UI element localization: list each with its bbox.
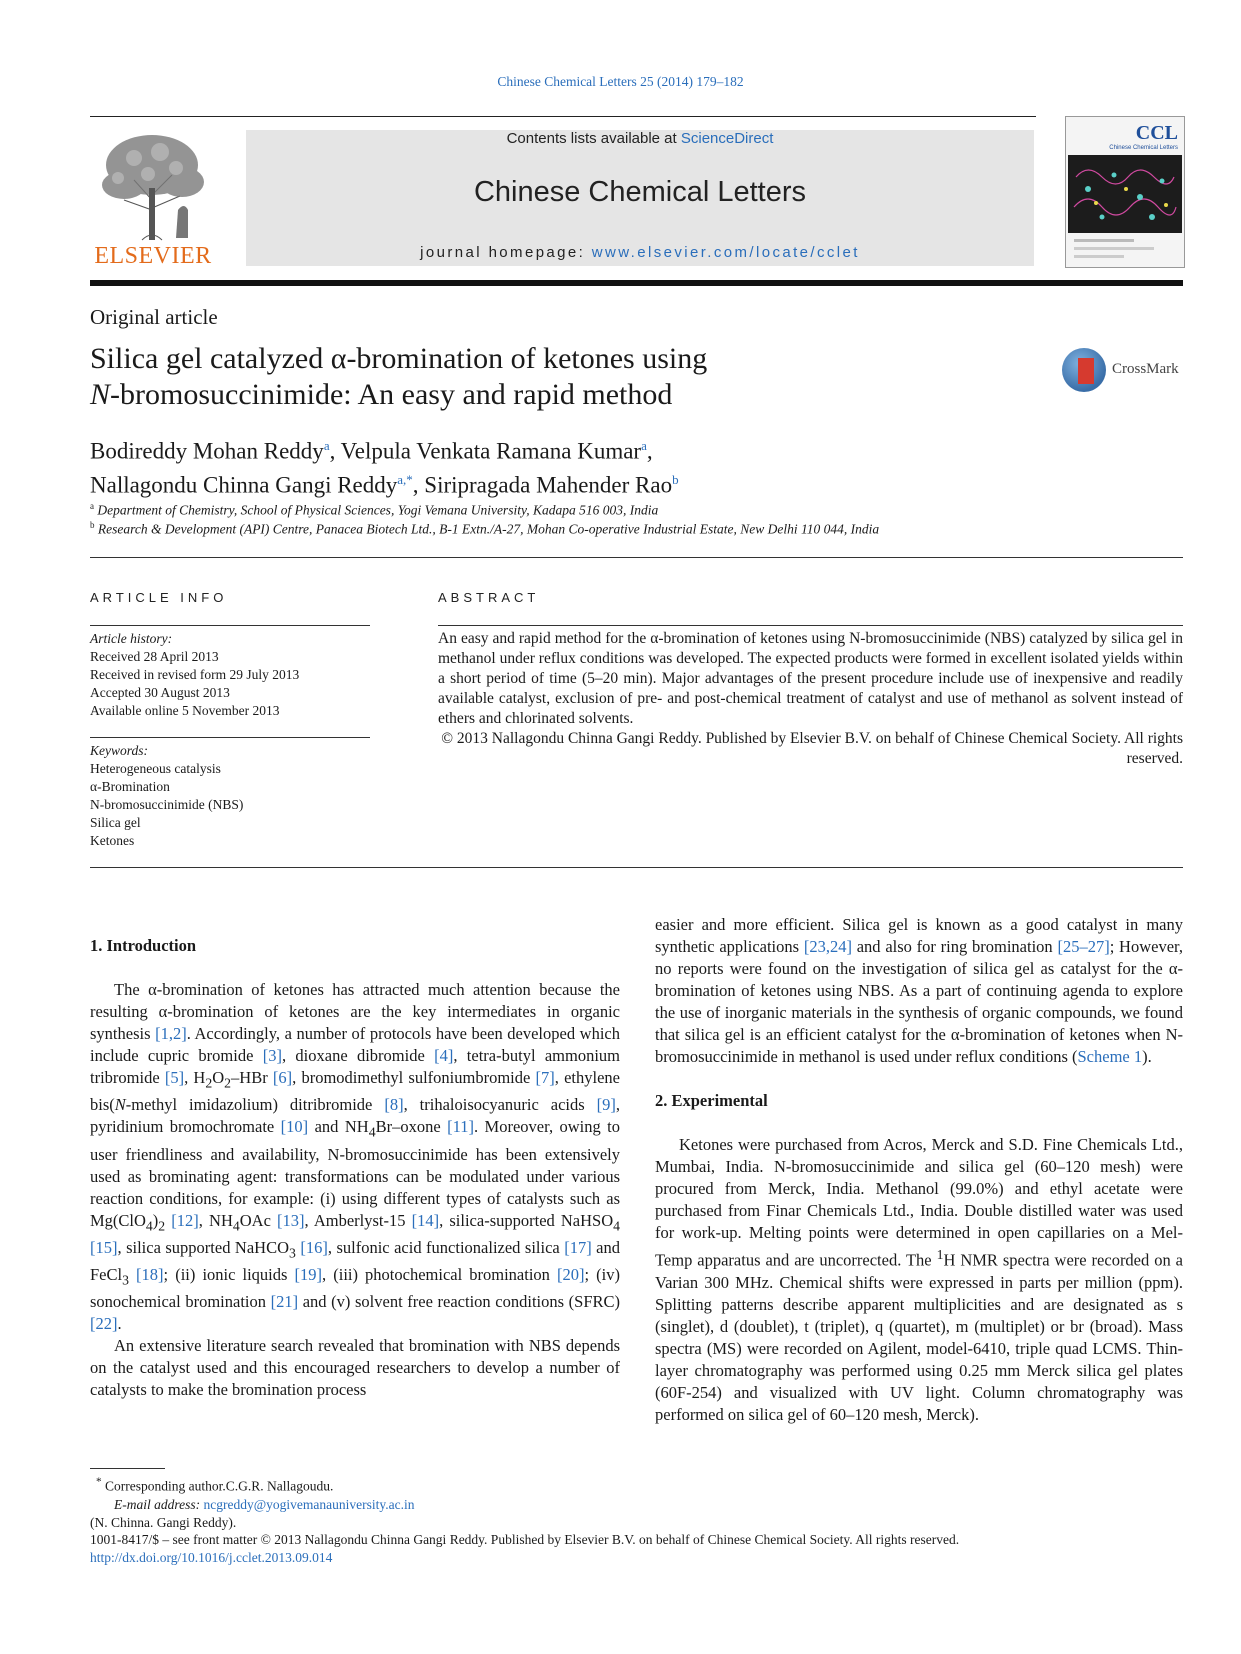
abstract-body (438, 629, 1183, 769)
citation-link[interactable]: [13] (277, 1210, 305, 1230)
publisher-logo[interactable] (90, 130, 216, 270)
citation-link[interactable]: [18] (136, 1265, 164, 1285)
citation-link[interactable]: [12] (171, 1210, 199, 1230)
citation-link[interactable]: [15] (90, 1237, 118, 1257)
keyword-item: α-Bromination (90, 779, 170, 794)
citation-link[interactable]: [21] (270, 1292, 299, 1312)
divider (438, 625, 1183, 626)
experimental-paragraph: Ketones were purchased from Acros, Merck and S.D. Fine Chemicals Ltd., Mumbai, India. N-bromosuccinimide and silica gel (60–120 mesh) were procured from Merck, India. Methanol (99.0%) and ethyl acetate were purchased from Finar Chemicals Ltd., India. Double distilled water was used for work-up. Melting points were determined in open capillaries on a Mel-Temp apparatus and are uncorrected. The $^1$H NMR spectra were recorded on a Varian 300 MHz. Chemical shifts were expressed in parts per million (ppm). Splitting patterns describe apparent multiplicities and are designated as s (singlet), d (doublet), t (triplet), q (quartet), m (multiplet) or br (broad). Mass spectra (MS) were recorded on Agilent, model-6410, triple quad LCMS. Thin-layer chromatography was performed using 0.25 mm Merck silica gel plates (60F-254) and visualized with UV light. Column chromatography was performed on silica gel of 60–120 mesh, Merck). (655, 1135, 1183, 1424)
intro-paragraph-1: The α-bromination of ketones has attracted much attention because the resulting α-bromination of ketones are the key intermediates in organic synthesis [1,2]. Accordingly, a number of protocols have been developed which include cupric bromide [3], dioxane dibromide [4], tetra-butyl ammonium tribromide [5], $H_2O_2$–HBr [6], bromodimethyl sulfoniumbromide [7], ethylene bis(N-methyl imidazolium) ditribromide [8], trihaloisocyanuric acids [9], pyridinium bromochromate [10] and $NH_4Br$–oxone [11]. Moreover, owing to user friendliness and availability, N-bromosuccinimide has been extensively used as brominating agent: transformations can be modulated under various reaction conditions, for example: (i) using different types of catalysts such as $Mg(ClO_4)_2$ [12], $NH_4OAc$ [13], Amberlyst-15 [14], silica-supported NaHSO$_4$ [15], silica supported NaHCO$_3$ [16], sulfonic acid functionalized silica [17] and FeCl$_3$ [18]; (ii) ionic liquids [19], (iii) photochemical bromination [20]; (iv) sonochemical bromination [21] and (v) solvent free reaction conditions (SFRC) [22]. (90, 980, 621, 1334)
citation-link[interactable]: [3] (262, 1046, 282, 1065)
citation-link[interactable]: [1,2] (155, 1024, 187, 1043)
affiliation-link[interactable]: b (672, 471, 679, 487)
journal-cover[interactable] (1065, 116, 1185, 268)
citation-link[interactable]: [7] (535, 1068, 555, 1087)
sciencedirect-link[interactable]: ScienceDirect (680, 130, 774, 147)
keyword-item: N-bromosuccinimide (NBS) (90, 797, 244, 812)
author-list: Bodireddy Mohan Reddy$^a$, Velpula Venkata Ramana Kumar$^a$, Nallagondu Chinna Gangi Reddy$^{a,*}$, Siripragada Mahender Rao$^b$ (90, 438, 679, 498)
history-item: Available online 5 November 2013 (90, 703, 280, 718)
keyword-item: Heterogeneous catalysis (90, 761, 221, 776)
article-history (90, 630, 370, 720)
history-item: Received in revised form 29 July 2013 (90, 667, 300, 682)
history-item: Received 28 April 2013 (90, 649, 219, 664)
journal-title: Chinese Chemical Letters (473, 176, 807, 208)
divider (90, 557, 1183, 558)
keyword-item: Ketones (90, 833, 135, 848)
author-name: , Siripragada Mahender Rao (412, 472, 673, 498)
article-info-heading: ARTICLE INFO (90, 590, 228, 605)
section-heading-experimental: 2. Experimental (655, 1091, 768, 1110)
citation-link[interactable]: [22] (90, 1314, 118, 1334)
citation-link[interactable]: [5] (164, 1068, 185, 1087)
intro-paragraph-3: easier and more efficient. Silica gel is known as a good catalyst in many synthetic applications [23,24] and also for ring bromination [25–27]; However, no reports were found on the investigation of silica gel as catalyst for the α-bromination of ketones using NBS. As a part of continuing agenda to explore the use of inorganic materials in the synthesis of organic compounds, we found that silica gel is an efficient catalyst for the α-bromination of ketones when N-bromosuccinimide in methanol is used under reflux conditions (Scheme 1). (655, 915, 1183, 1066)
citation-link[interactable]: [14] (411, 1210, 440, 1230)
article-type: Original article (90, 305, 218, 329)
running-head[interactable]: Chinese Chemical Letters 25 (2014) 179–182 (497, 74, 744, 89)
contents-line: Contents lists available at ScienceDirect (506, 130, 774, 147)
crossmark-icon (1062, 348, 1106, 392)
header-rule (90, 116, 1036, 117)
citation-link[interactable]: [4] (434, 1046, 454, 1065)
citation-link[interactable]: [25–27] (1057, 937, 1110, 956)
citation-link[interactable]: [20] (557, 1265, 585, 1285)
abstract-heading: ABSTRACT (438, 590, 540, 605)
elsevier-wordmark: ELSEVIER (94, 243, 212, 269)
affiliation-b: $^b$ Research & Development (API) Centre, Panacea Biotech Ltd., B-1 Extn./A-27, Mohan Co-operative Industrial Estate, New Delhi 110 044, India (90, 520, 880, 537)
citation-link[interactable]: [23,24] (803, 937, 852, 956)
citation-link[interactable]: [19] (294, 1265, 323, 1285)
article-title: Silica gel catalyzed α-bromination of ketones using N-bromosuccinimide: An easy and rapid method (90, 342, 708, 411)
crossmark-badge[interactable] (1060, 346, 1183, 396)
affiliation-a: $^a$ Department of Chemistry, School of Physical Sciences, Yogi Vemana University, Kadapa 516 003, India (90, 501, 659, 518)
journal-masthead (246, 130, 1034, 266)
keywords-heading: Keywords: (90, 743, 148, 758)
citation-link[interactable]: [10] (280, 1117, 309, 1137)
crossmark-label: CrossMark (1112, 361, 1179, 377)
citation-link[interactable]: [8] (384, 1095, 404, 1115)
footnote-rule (90, 1468, 165, 1469)
intro-paragraph-2: An extensive literature search revealed that bromination with NBS depends on the catalyst used and this encouraged researchers to develop a number of catalysts to make the bromination process (90, 1336, 620, 1400)
header-thick-rule (90, 280, 1183, 286)
issn-line: 1001-8417/$ – see front matter © 2013 Nallagondu Chinna Gangi Reddy. Published by Elsevier B.V. on behalf of Chinese Chemical Society. All rights reserved. (90, 1532, 960, 1547)
citation-link[interactable]: [11] (447, 1117, 474, 1137)
affiliation-link[interactable]: a,* (397, 471, 413, 487)
citation-link[interactable]: [17] (564, 1237, 592, 1257)
keyword-item: Silica gel (90, 815, 141, 830)
divider (90, 625, 370, 626)
citation-link[interactable]: [16] (300, 1237, 328, 1257)
alpha-symbol: α (330, 342, 347, 375)
history-item: Accepted 30 August 2013 (90, 685, 230, 700)
homepage-link[interactable]: www.elsevier.com/locate/cclet (591, 244, 860, 261)
citation-link[interactable]: [9] (596, 1095, 616, 1115)
author-name: Nallagondu Chinna Gangi Reddy (90, 472, 398, 498)
divider (90, 737, 370, 738)
left-column (90, 935, 620, 1401)
keywords (90, 742, 370, 850)
author-name: , Velpula Venkata Ramana Kumar (329, 438, 642, 464)
tree-icon (94, 130, 210, 242)
front-matter-footer (90, 1531, 1183, 1567)
divider (90, 867, 1183, 868)
doi-link[interactable]: http://dx.doi.org/10.1016/j.cclet.2013.09.014 (90, 1550, 333, 1565)
cover-subtitle: Chinese Chemical Letters (1109, 145, 1178, 151)
author-name: Bodireddy Mohan Reddy (90, 438, 324, 464)
abstract-text: An easy and rapid method for the α-bromination of ketones using N-bromosuccinimide (NBS) catalyzed by silica gel in methanol under reflux conditions was developed. The expected products were formed in excellent isolated yields within a short period of time (5–20 min). Major advantages of the present procedure include use of inexpensive and readily available catalyst, exclusion of pre- and post-chemical treatment of catalyst and use of methanol as solvent instead of ethers and chlorinated solvents. (438, 630, 1183, 727)
homepage-line: journal homepage: www.elsevier.com/locate/cclet (420, 244, 860, 261)
affiliation-link[interactable]: a (323, 438, 330, 453)
cover-image-icon (1066, 117, 1184, 267)
affiliation-link[interactable]: a (641, 438, 647, 453)
history-heading: Article history: (90, 631, 173, 646)
right-column (655, 914, 1183, 1426)
email-link[interactable]: ncgreddy@yogivemanauniversity.ac.in (203, 1496, 415, 1512)
section-heading-introduction: 1. Introduction (90, 936, 197, 955)
scheme-link[interactable]: Scheme 1 (1077, 1047, 1143, 1066)
corresponding-author-footnote: * Corresponding author.C.G.R. Nallagoudu. E-mail address: ncgreddy@yogivemanauniversity.ac.in (N. Chinna. Gangi Reddy). (90, 1476, 415, 1530)
cover-title: CCL (1135, 122, 1178, 144)
citation-link[interactable]: [6] (272, 1068, 293, 1087)
abstract-copyright: © 2013 Nallagondu Chinna Gangi Reddy. Published by Elsevier B.V. on behalf of Chinese Chemical Society. All rights reserved. (441, 730, 1183, 767)
